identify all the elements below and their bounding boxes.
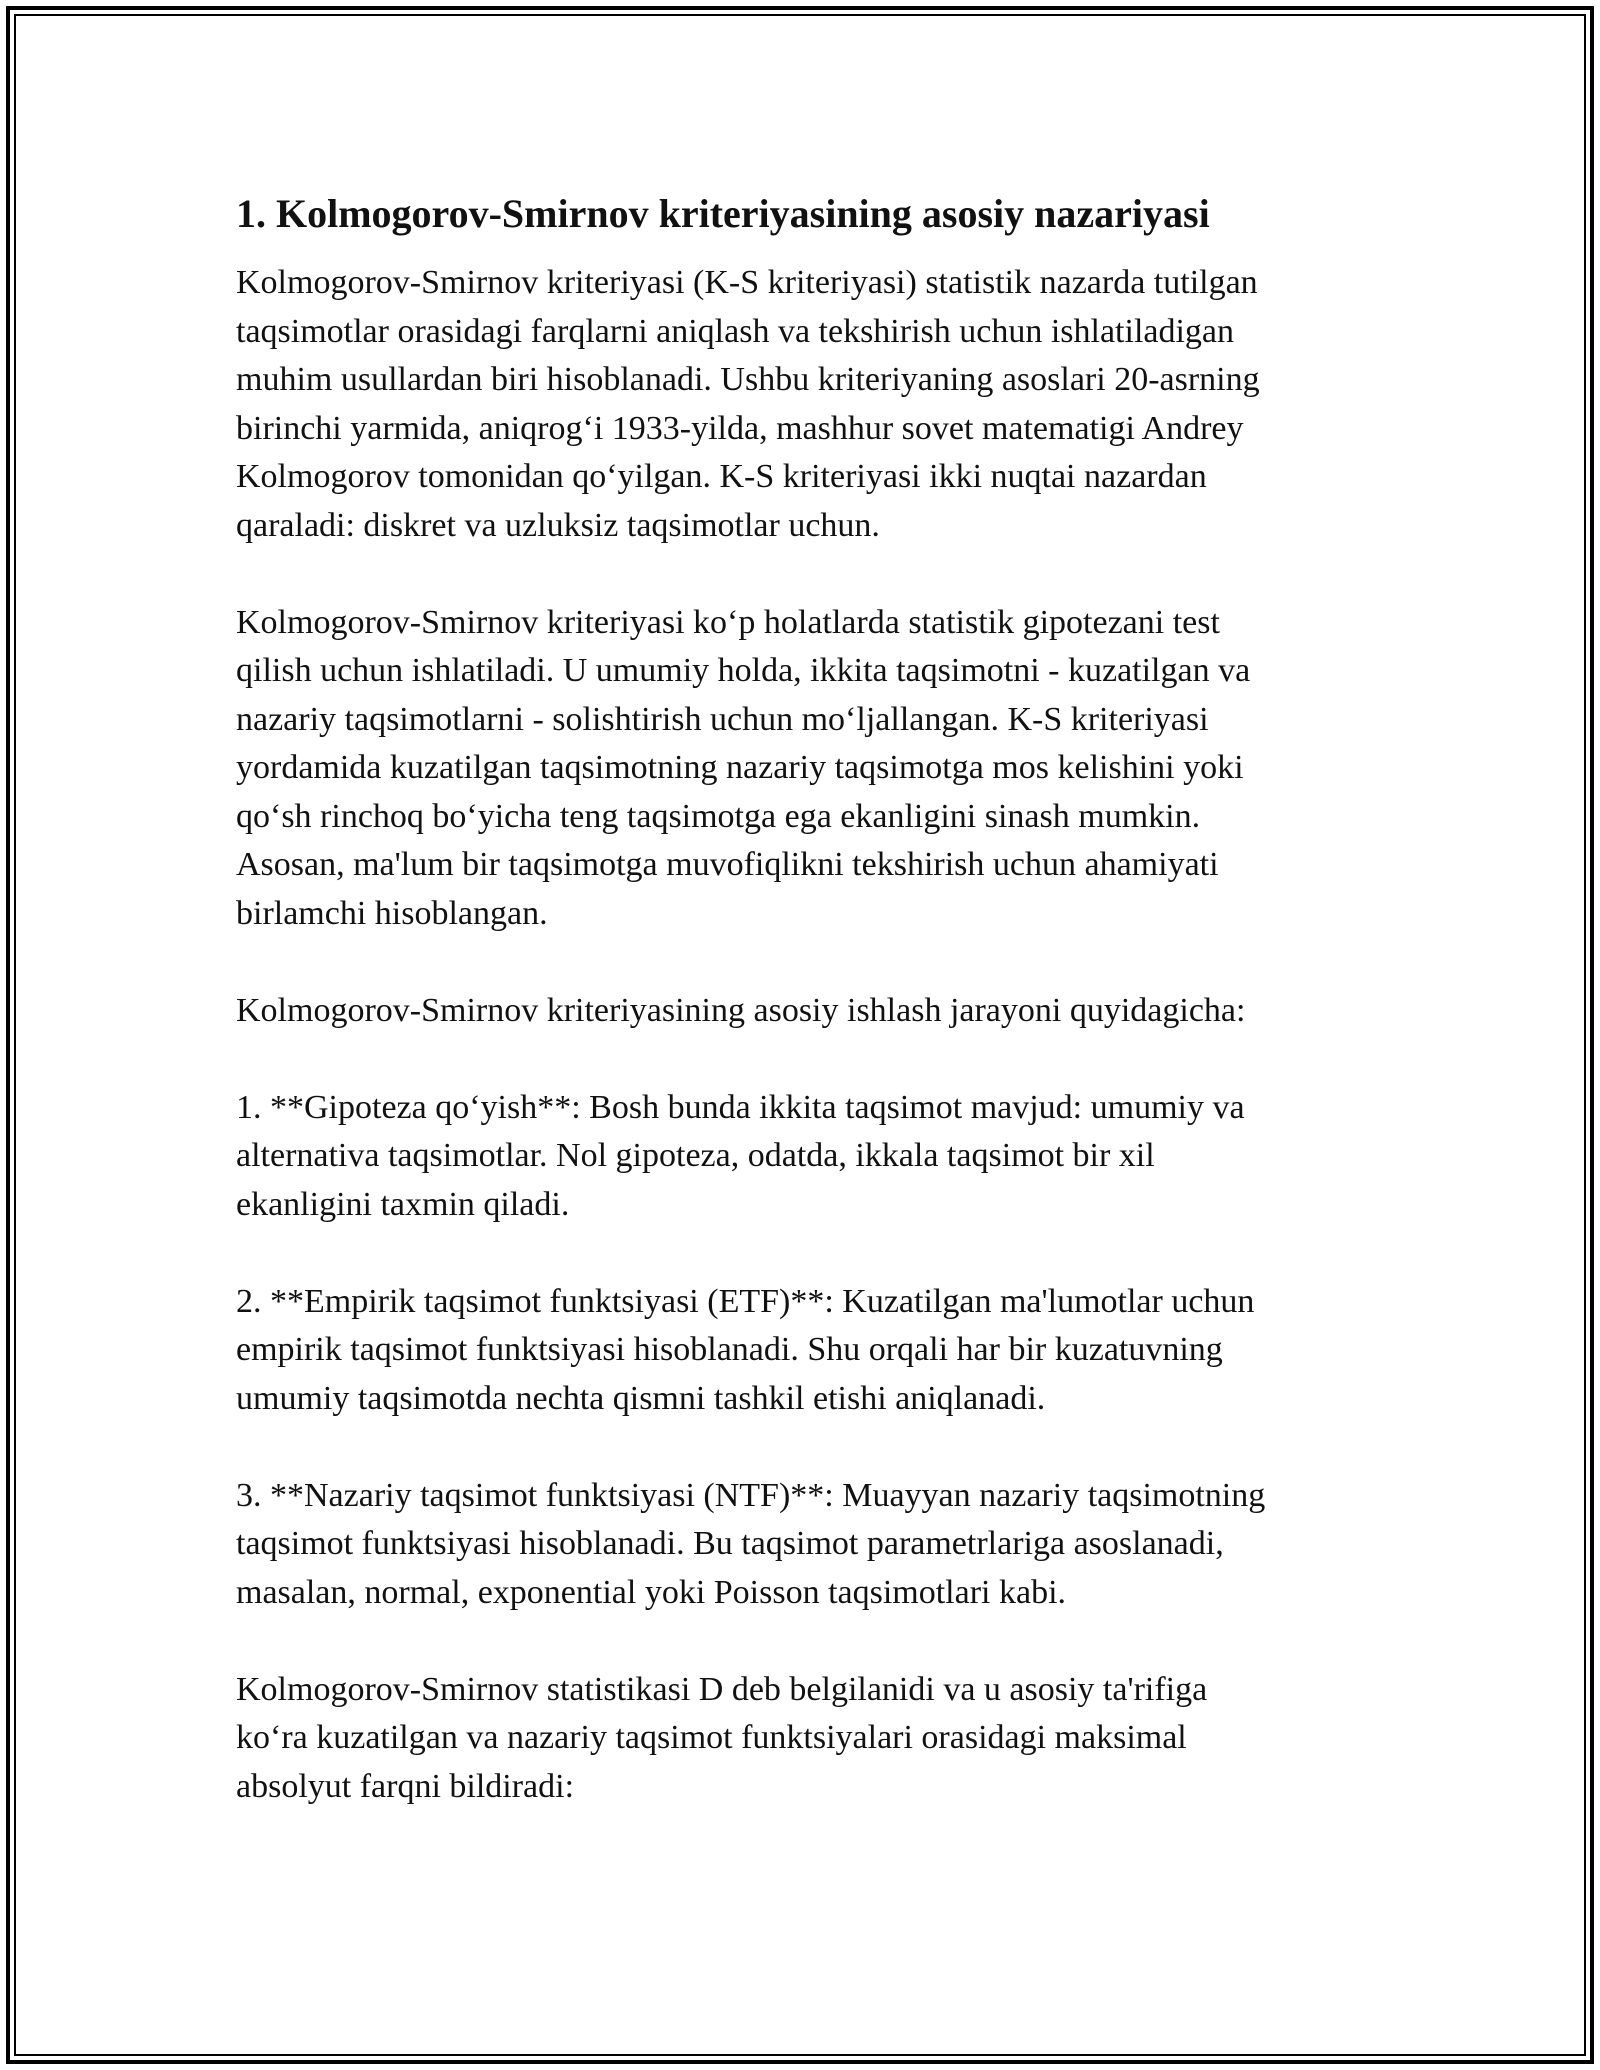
text-line: nazariy taqsimotlarni - solishtirish uchun mo‘ljallangan. K-S kriteriyasi — [236, 700, 1209, 738]
paragraph-process-intro — [236, 987, 1376, 1036]
text-line: umumiy taqsimotda nechta qismni tashkil etishi aniqlanadi. — [236, 1379, 1046, 1417]
text-line: yordamida kuzatilgan taqsimotning nazariy taqsimotga mos kelishini yoki — [236, 749, 1244, 786]
list-item-ntf — [236, 1472, 1376, 1618]
text-line: taqsimot funktsiyasi hisoblanadi. Bu taqsimot parametrlariga asoslanadi, — [236, 1525, 1224, 1562]
paragraph-spacer — [236, 1035, 1376, 1084]
paragraph-spacer — [236, 1229, 1376, 1278]
text-line: Kolmogorov-Smirnov kriteriyasining asosiy ishlash jarayoni quyidagicha: — [236, 991, 1246, 1029]
paragraph-spacer — [236, 1617, 1376, 1666]
text-line: 1. **Gipoteza qo‘yish**: Bosh bunda ikkita taqsimot mavjud: umumiy va — [236, 1088, 1245, 1126]
text-line: qilish uchun ishlatiladi. U umumiy holda, ikkita taqsimotni - kuzatilgan va — [236, 652, 1251, 689]
text-line: taqsimotlar orasidagi farqlarni aniqlash va tekshirish uchun ishlatiladigan — [236, 312, 1235, 350]
paragraph-usage — [236, 599, 1376, 939]
text-line: masalan, normal, exponential yoki Poisson taqsimotlari kabi. — [236, 1573, 1067, 1611]
text-line: absolyut farqni bildiradi: — [236, 1767, 575, 1805]
text-line: ekanligini taxmin qiladi. — [236, 1185, 570, 1223]
text-line: Kolmogorov tomonidan qo‘yilgan. K-S kriteriyasi ikki nuqtai nazardan — [236, 458, 1207, 495]
text-line: Kolmogorov-Smirnov kriteriyasi ko‘p holatlarda statistik gipotezani test — [236, 603, 1220, 641]
paragraph-statistic — [236, 1666, 1376, 1812]
text-line: alternativa taqsimotlar. Nol gipoteza, odatda, ikkala taqsimot bir xil — [236, 1137, 1155, 1174]
list-item-hypothesis — [236, 1084, 1376, 1230]
section-heading: 1. Kolmogorov-Smirnov kriteriyasining asosiy nazariyasi — [236, 191, 1210, 236]
text-line: ko‘ra kuzatilgan va nazariy taqsimot funktsiyalari orasidagi maksimal — [236, 1719, 1187, 1756]
text-line: Kolmogorov-Smirnov kriteriyasi (K-S kriteriyasi) statistik nazarda tutilgan — [236, 264, 1258, 301]
paragraph-spacer — [236, 938, 1376, 987]
paragraph-spacer — [236, 1423, 1376, 1472]
paragraph-spacer — [236, 550, 1376, 599]
list-item-etf — [236, 1278, 1376, 1424]
text-line: Kolmogorov-Smirnov statistikasi D deb belgilanidi va u asosiy ta'rifiga — [236, 1670, 1208, 1708]
document-body — [236, 188, 1376, 1811]
text-line: 2. **Empirik taqsimot funktsiyasi (ETF)**: Kuzatilgan ma'lumotlar uchun — [236, 1282, 1255, 1320]
text-line: empirik taqsimot funktsiyasi hisoblanadi. Shu orqali har bir kuzatuvning — [236, 1331, 1223, 1368]
text-line: 3. **Nazariy taqsimot funktsiyasi (NTF)**: Muayyan nazariy taqsimotning — [236, 1476, 1266, 1514]
text-line: qaraladi: diskret va uzluksiz taqsimotlar uchun. — [236, 506, 880, 544]
text-line: Asosan, ma'lum bir taqsimotga muvofiqlikni tekshirish uchun ahamiyati — [236, 846, 1219, 883]
text-line: birinchi yarmida, aniqrog‘i 1933-yilda, mashhur sovet matematigi Andrey — [236, 409, 1244, 447]
paragraph-intro — [236, 259, 1376, 550]
text-line: birlamchi hisoblangan. — [236, 894, 548, 932]
text-line: muhim usullardan biri hisoblanadi. Ushbu kriteriyaning asoslari 20-asrning — [236, 361, 1260, 398]
text-line: qo‘sh rinchoq bo‘yicha teng taqsimotga ega ekanligini sinash mumkin. — [236, 797, 1201, 835]
